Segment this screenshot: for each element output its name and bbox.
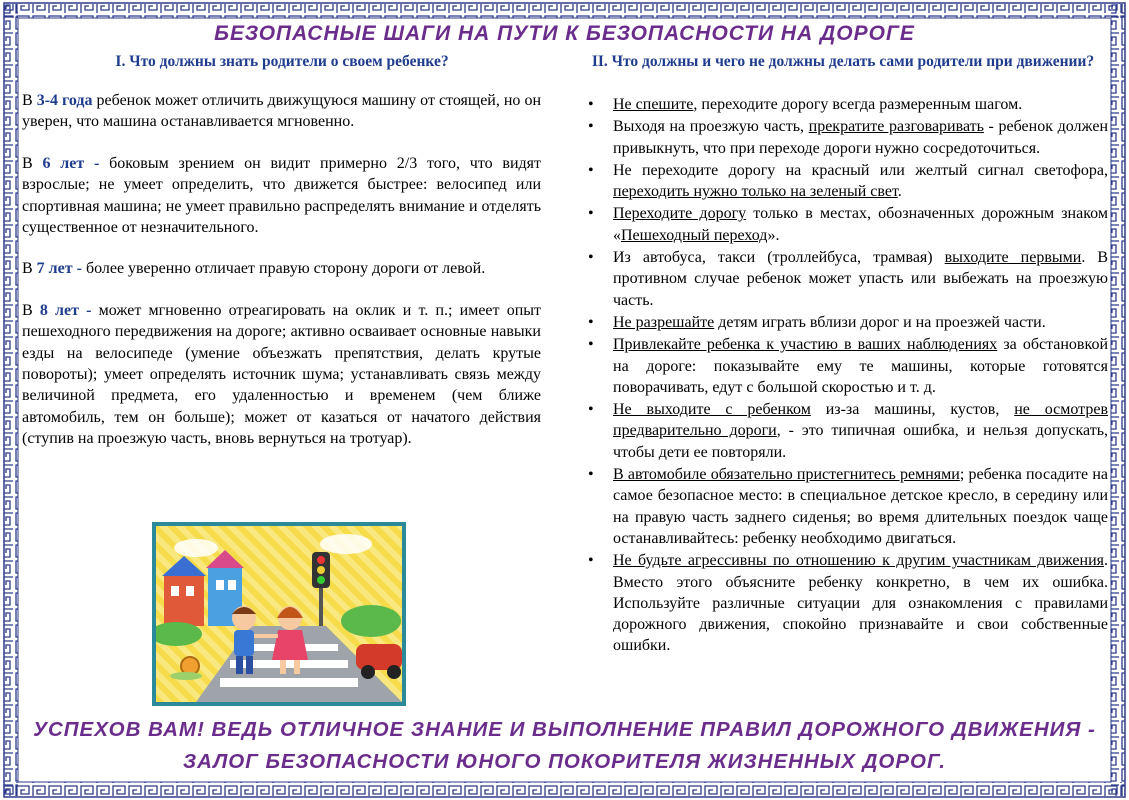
bullet-icon: •: [588, 249, 594, 267]
age-paragraph-3-4: [22, 90, 541, 133]
bullet-icon: •: [588, 205, 594, 223]
rule-text: только в местах, обозначенных дорожным знаком «: [613, 205, 1108, 244]
bullet-icon: •: [588, 466, 594, 484]
paragraph-prefix: В: [22, 260, 37, 278]
paragraph-text: более уверенно отличает правую сторону дороги от левой.: [81, 260, 486, 278]
rule-list-item: [588, 116, 1108, 159]
rule-list-item: [588, 312, 1108, 333]
age-label: 7 лет -: [36, 260, 82, 278]
rule-list-item: [588, 160, 1108, 203]
rule-list-item: [588, 203, 1108, 246]
rule-emphasis: Не выходите с ребенком: [613, 401, 811, 419]
rule-text: Из автобуса, такси (троллейбуса, трамвая): [613, 249, 945, 267]
paragraph-prefix: В: [22, 92, 37, 109]
rule-emphasis: выходите первыми: [944, 249, 1082, 267]
bullet-icon: •: [588, 118, 594, 136]
age-paragraph-8: [22, 300, 541, 450]
rule-text: - ребенок должен привыкнуть, что при переходе дороги нужно сосредоточиться.: [613, 118, 1109, 157]
age-label: 8 лет -: [39, 301, 92, 319]
right-column-heading: II. Что должны и чего не должны делать сами родители при движении?: [591, 53, 1095, 70]
bullet-icon: •: [588, 401, 594, 419]
rule-text: , переходите дорогу всегда размеренным шагом.: [693, 96, 1023, 113]
rule-emphasis: Не будьте агрессивны по отношению к другим участникам движения: [613, 552, 1104, 570]
rule-list-item: [588, 464, 1108, 549]
children-crossing-road-illustration: [152, 522, 406, 706]
rule-text: за обстановкой на дороге: показывайте ему те машины, которые готовятся поворачивать, едут с большой скоростью и т. д.: [613, 336, 1108, 396]
rule-emphasis: не осмотрев предварительно дороги: [613, 401, 1108, 440]
rule-list-item: [588, 94, 1108, 115]
rule-emphasis: В автомобиле обязательно пристегнитесь ремнями: [613, 466, 960, 484]
rule-text: . В противном случае ребенок может упасть или выбежать на проезжую часть.: [613, 249, 1109, 309]
rule-text: Не переходите дорогу на красный или желтый сигнал светофора,: [613, 161, 1108, 179]
rule-text: ».: [767, 226, 780, 244]
age-label: 3-4 года: [36, 92, 93, 109]
rule-text: детям играть вблизи дорог и на проезжей части.: [714, 313, 1046, 331]
paragraph-text: боковым зрением он видит примерно 2/3 того, что видят взрослые; не умеет определить, что движется быстрее: велосипед или спортивная машина; не умеет правильно распределять внимание и отделять существенное от незначительного.: [22, 154, 542, 237]
rule-emphasis: Не спешите: [613, 96, 694, 113]
right-column: [588, 94, 1108, 658]
paragraph-prefix: В: [22, 301, 40, 319]
rule-text: из-за машины, кустов,: [810, 401, 1015, 419]
rule-emphasis: переходить нужно только на зеленый свет: [613, 183, 898, 201]
age-paragraph-6: [22, 153, 541, 239]
rule-text: Выходя на проезжую часть,: [613, 118, 809, 136]
rule-list-item: [588, 247, 1108, 311]
rule-text: ; ребенка посадите на самое безопасное место: в специальное детское кресло, в середину или на правую часть заднего сиденья; во время длительных поездок чаще останавливайтесь: ребенку необходимо двигаться.: [613, 466, 1108, 547]
paragraph-text: может мгновенно отреагировать на оклик и т. п.; имеет опыт пешеходного передвижения на дороге; активно осваивает основные навыки езды на велосипеде (умение объезжать препятствия, делать крутые повороты); умеет определять источник шума; устанавливать связь между величиной предмета, его удаленностью и временем (чем ближе автомобиль, тем он больше); может от казаться от начатого действия (ступив на проезжую часть, вновь вернуться на тротуар).: [22, 301, 542, 448]
parent-rules-list: [588, 94, 1108, 657]
rule-list-item: [588, 399, 1108, 463]
paragraph-prefix: В: [22, 154, 43, 172]
bullet-icon: •: [588, 96, 594, 113]
illustration-drawing: [156, 526, 402, 702]
rule-emphasis: Переходите дорогу: [613, 205, 747, 223]
bullet-icon: •: [588, 313, 594, 331]
bullet-icon: •: [588, 161, 594, 179]
rule-emphasis: прекратите разговаривать: [808, 118, 984, 136]
footer-line-1: УСПЕХОВ ВАМ! ВЕДЬ ОТЛИЧНОЕ ЗНАНИЕ И ВЫПОЛНЕНИЕ ПРАВИЛ ДОРОЖНОГО ДВИЖЕНИЯ -: [33, 718, 1096, 741]
paragraph-text: ребенок может отличить движущуюся машину от стоящей, но он уверен, что машина останавливается мгновенно.: [22, 92, 542, 131]
bullet-icon: •: [588, 552, 594, 570]
rule-emphasis: Привлекайте ребенка к участию в ваших наблюдениях: [613, 336, 998, 354]
footer-slogan: [0, 714, 1129, 778]
footer-line-2: ЗАЛОГ БЕЗОПАСНОСТИ ЮНОГО ПОКОРИТЕЛЯ ЖИЗНЕННЫХ ДОРОГ.: [183, 750, 946, 773]
left-column-heading: I. Что должны знать родители о своем ребенке?: [115, 53, 449, 70]
rule-list-item: [588, 550, 1108, 656]
rule-emphasis: Не разрешайте: [613, 313, 715, 331]
rule-text: .: [897, 183, 902, 201]
age-paragraph-7: [22, 258, 541, 279]
left-column: [22, 90, 541, 470]
page-title: БЕЗОПАСНЫЕ ШАГИ НА ПУТИ К БЕЗОПАСНОСТИ НА ДОРОГЕ: [214, 22, 915, 45]
rule-list-item: [588, 334, 1108, 398]
rule-text: , - это типичная ошибка, и нельзя допускать, чтобы дети ее повторяли.: [613, 422, 1108, 461]
bullet-icon: •: [588, 336, 594, 354]
rule-emphasis: Пешеходный переход: [621, 226, 768, 244]
rule-text: . Вместо этого объясните ребенку конкретно, в чем их ошибка. Используйте различные ситуации для ознакомления с правилами дорожного движения, спокойно признавайте и свои собственные ошибки.: [613, 552, 1108, 655]
age-label: 6 лет -: [42, 154, 100, 172]
